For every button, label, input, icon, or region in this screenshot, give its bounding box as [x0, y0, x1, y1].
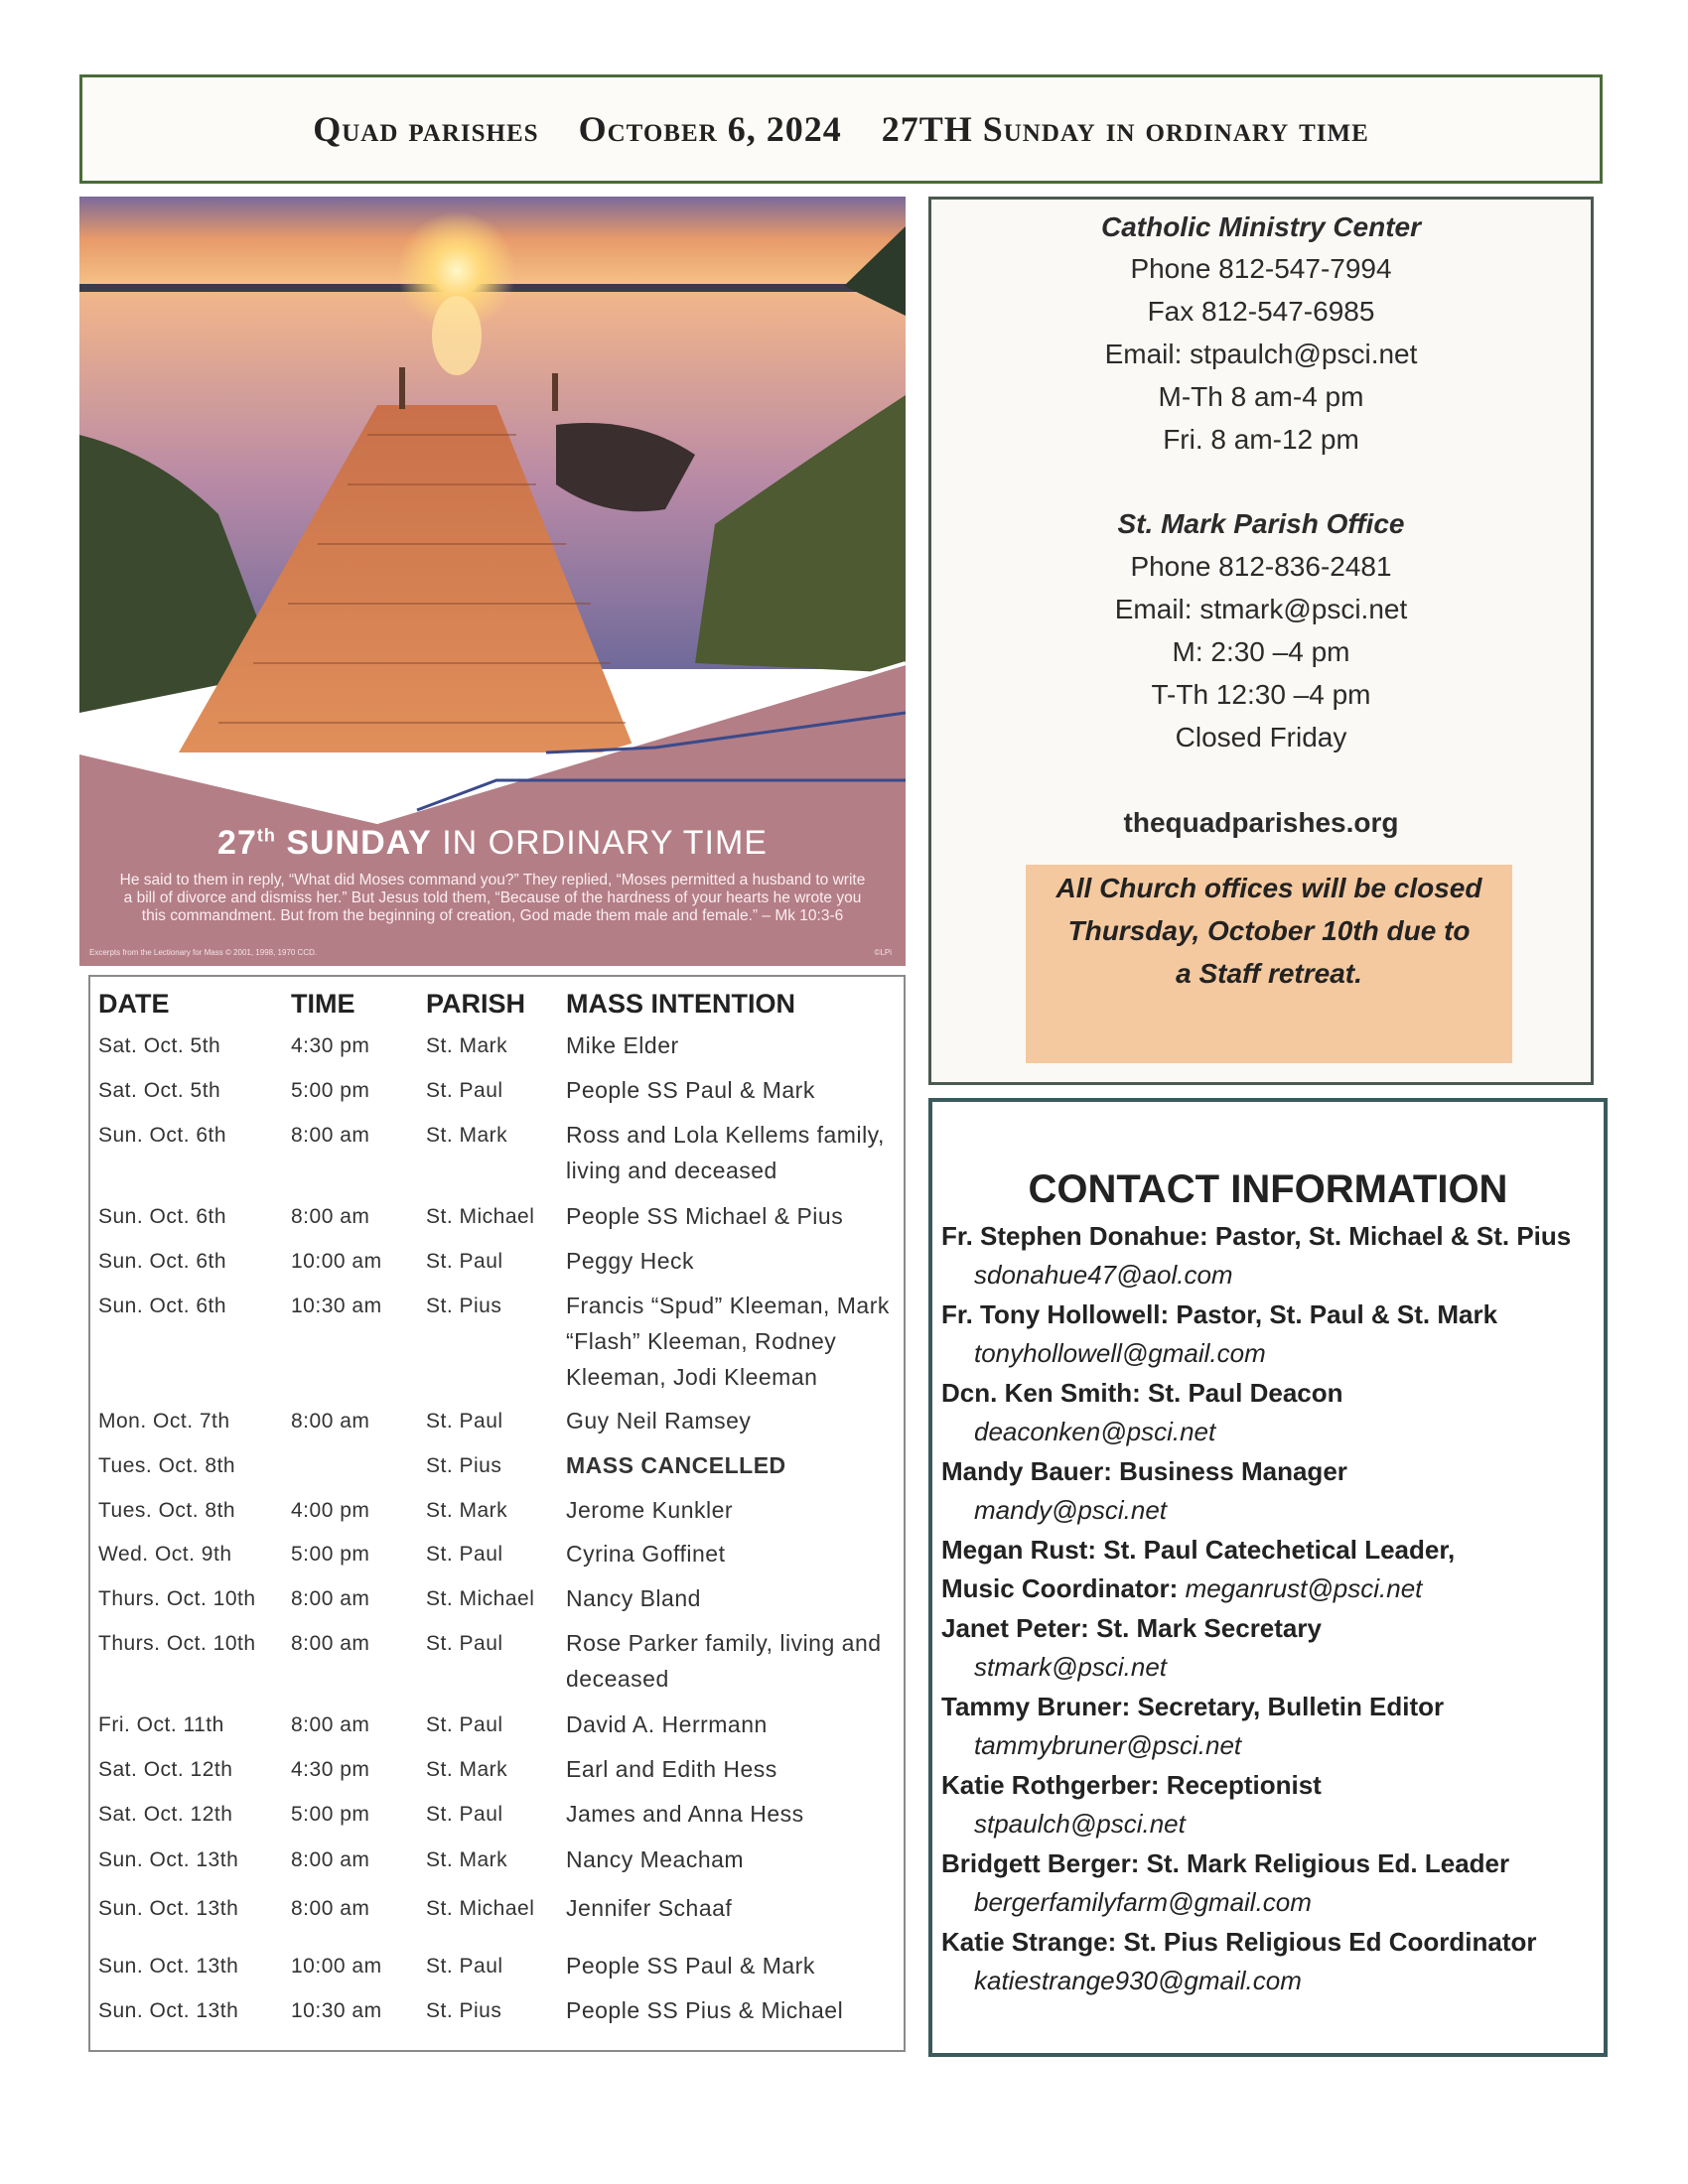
cell-date: Sun. Oct. 6th [98, 1205, 227, 1228]
cell-parish: St. Paul [426, 1713, 503, 1736]
cell-date: Sun. Oct. 6th [98, 1124, 227, 1147]
cell-intention: Rose Parker family, living and deceased [566, 1630, 882, 1692]
cell-intention: Guy Neil Ramsey [566, 1408, 752, 1433]
cmc-title: Catholic Ministry Center [1100, 211, 1422, 242]
contact-name: Janet Peter: St. Mark Secretary [941, 1613, 1322, 1643]
cell-parish: St. Paul [426, 1803, 503, 1826]
cell-date: Sat. Oct. 5th [98, 1034, 221, 1057]
cell-time: 5:00 pm [291, 1803, 370, 1826]
cell-time: 8:00 am [291, 1587, 370, 1610]
cmc-email[interactable]: Email: stpaulch@psci.net [1104, 339, 1418, 369]
cell-intention: People SS Paul & Mark [566, 1953, 815, 1979]
header-occasion: 27TH Sunday in ordinary time [881, 109, 1369, 149]
cell-parish: St. Mark [426, 1034, 508, 1057]
contact-name: Megan Rust: St. Paul Catechetical Leader, [941, 1535, 1456, 1565]
cell-intention: People SS Michael & Pius [566, 1203, 844, 1229]
cell-parish: St. Paul [426, 1632, 503, 1655]
cell-parish: St. Mark [426, 1758, 508, 1781]
sunday-poster [79, 197, 906, 966]
cell-intention: James and Anna Hess [566, 1801, 804, 1827]
cell-date: Sun. Oct. 13th [98, 1897, 239, 1920]
cell-time: 8:00 am [291, 1124, 370, 1147]
cell-parish: St. Mark [426, 1124, 508, 1147]
column-header-date: DATE [98, 989, 170, 1019]
poster-quote: He said to them in reply, “What did Moses command you?” They replied, “Moses permitted a husband to write a bill of divorce and dismiss her.” But Jesus told them, “Because of the hardness of your hearts he wrote you this commandment. But from the beginning of creation, God made them male and female.” – Mk 10:3-6 [119, 872, 866, 924]
poster-title: 27th SUNDAY IN ORDINARY TIME [217, 824, 768, 862]
contact-name: Bridgett Berger: St. Mark Religious Ed. Leader [941, 1848, 1510, 1878]
mass-intention-schedule [88, 975, 906, 2052]
office-closure-notice [1026, 865, 1512, 1063]
cell-date: Fri. Oct. 11th [98, 1713, 224, 1736]
cell-parish: St. Paul [426, 1410, 503, 1433]
contact-name: Tammy Bruner: Secretary, Bulletin Editor [941, 1692, 1445, 1721]
cell-parish: St. Paul [426, 1955, 503, 1978]
cell-time: 10:00 am [291, 1955, 382, 1978]
column-header-intention: MASS INTENTION [566, 989, 796, 1019]
st-mark-hours-m: M: 2:30 –4 pm [1172, 636, 1350, 667]
cell-parish: St. Mark [426, 1499, 508, 1522]
cell-time: 10:00 am [291, 1250, 382, 1273]
cell-intention: Peggy Heck [566, 1248, 695, 1274]
cell-intention: David A. Herrmann [566, 1711, 768, 1737]
cmc-fax: Fax 812-547-6985 [1147, 296, 1375, 327]
cell-time: 8:00 am [291, 1205, 370, 1228]
contact-name: Fr. Tony Hollowell: Pastor, St. Paul & St. Mark [941, 1299, 1498, 1329]
contact-title: CONTACT INFORMATION [1028, 1167, 1508, 1211]
header-parish: Quad parishes [313, 109, 539, 149]
cell-intention: Cyrina Goffinet [566, 1541, 726, 1567]
contact-email[interactable]: stpaulch@psci.net [974, 1809, 1186, 1839]
cell-date: Sat. Oct. 12th [98, 1758, 233, 1781]
cell-time: 8:00 am [291, 1897, 370, 1920]
cell-time: 5:00 pm [291, 1543, 370, 1566]
cell-date: Wed. Oct. 9th [98, 1543, 232, 1566]
notice-line-2: Thursday, October 10th due to [1067, 915, 1471, 946]
contact-email[interactable]: deaconken@psci.net [974, 1417, 1216, 1446]
contact-email[interactable]: bergerfamilyfarm@gmail.com [974, 1887, 1312, 1917]
header-date: October 6, 2024 [578, 109, 842, 149]
cell-intention: Jerome Kunkler [566, 1497, 734, 1523]
cell-time: 4:30 pm [291, 1758, 370, 1781]
column-header-time: TIME [291, 989, 355, 1019]
contact-email[interactable]: katiestrange930@gmail.com [974, 1966, 1302, 1995]
cell-parish: St. Pius [426, 1999, 502, 2022]
cmc-phone: Phone 812-547-7994 [1130, 253, 1392, 284]
cell-intention: Mike Elder [566, 1032, 679, 1058]
cell-parish: St. Mark [426, 1848, 508, 1871]
cell-date: Sun. Oct. 13th [98, 1848, 239, 1871]
cell-intention: Francis “Spud” Kleeman, Mark “Flash” Kleeman, Rodney Kleeman, Jodi Kleeman [566, 1293, 890, 1390]
cell-date: Tues. Oct. 8th [98, 1454, 236, 1477]
cell-parish: St. Michael [426, 1205, 535, 1228]
website-link[interactable]: thequadparishes.org [1123, 807, 1399, 838]
cell-intention: Earl and Edith Hess [566, 1756, 777, 1782]
cell-date: Mon. Oct. 7th [98, 1410, 230, 1433]
contact-email[interactable]: sdonahue47@aol.com [974, 1260, 1233, 1290]
notice-line-3: a Staff retreat. [1176, 958, 1362, 989]
cell-time: 8:00 am [291, 1848, 370, 1871]
cell-time: 5:00 pm [291, 1079, 370, 1102]
contact-email[interactable]: stmark@psci.net [974, 1652, 1167, 1682]
contact-name-line-2: Music Coordinator: meganrust@psci.net [941, 1573, 1423, 1603]
cell-parish: St. Pius [426, 1295, 502, 1317]
poster-copyright: ©LPi [874, 948, 892, 957]
cell-parish: St. Paul [426, 1079, 503, 1102]
cell-intention: Jennifer Schaaf [566, 1895, 733, 1921]
cell-date: Sun. Oct. 13th [98, 1955, 239, 1978]
poster-credit: Excerpts from the Lectionary for Mass © 2001, 1998, 1970 CCD. [89, 948, 318, 957]
cmc-hours-fri: Fri. 8 am-12 pm [1163, 424, 1359, 455]
contact-name: Fr. Stephen Donahue: Pastor, St. Michael & St. Pius [941, 1221, 1572, 1251]
cell-parish: St. Michael [426, 1587, 535, 1610]
column-header-parish: PARISH [426, 989, 526, 1019]
contact-name: Mandy Bauer: Business Manager [941, 1456, 1347, 1486]
notice-line-1: All Church offices will be closed [1055, 873, 1482, 903]
st-mark-title: St. Mark Parish Office [1117, 508, 1405, 539]
cell-time: 10:30 am [291, 1295, 382, 1317]
contact-name: Katie Rothgerber: Receptionist [941, 1770, 1322, 1800]
contact-name: Katie Strange: St. Pius Religious Ed Coordinator [941, 1927, 1537, 1957]
cell-time: 8:00 am [291, 1713, 370, 1736]
cell-intention: Nancy Meacham [566, 1846, 745, 1872]
cell-time: 4:30 pm [291, 1034, 370, 1057]
st-mark-hours-tth: T-Th 12:30 –4 pm [1151, 679, 1371, 710]
cmc-hours-mth: M-Th 8 am-4 pm [1158, 381, 1364, 412]
cell-date: Sun. Oct. 13th [98, 1999, 239, 2022]
cell-date: Tues. Oct. 8th [98, 1499, 236, 1522]
st-mark-phone: Phone 812-836-2481 [1130, 551, 1392, 582]
cell-intention: MASS CANCELLED [566, 1452, 786, 1478]
cell-date: Sun. Oct. 6th [98, 1295, 227, 1317]
cell-intention: People SS Pius & Michael [566, 1997, 844, 2023]
cell-date: Thurs. Oct. 10th [98, 1632, 256, 1655]
cell-date: Sat. Oct. 5th [98, 1079, 221, 1102]
contact-email[interactable]: mandy@psci.net [974, 1495, 1168, 1525]
cell-date: Thurs. Oct. 10th [98, 1587, 256, 1610]
cell-time: 8:00 am [291, 1632, 370, 1655]
office-info-box [928, 197, 1594, 1085]
cell-intention: People SS Paul & Mark [566, 1077, 815, 1103]
cell-intention: Ross and Lola Kellems family, living and deceased [566, 1122, 885, 1183]
cell-parish: St. Pius [426, 1454, 502, 1477]
cell-time: 10:30 am [291, 1999, 382, 2022]
cell-parish: St. Paul [426, 1543, 503, 1566]
contact-email[interactable]: meganrust@psci.net [1185, 1573, 1423, 1603]
cell-parish: St. Paul [426, 1250, 503, 1273]
st-mark-email[interactable]: Email: stmark@psci.net [1114, 594, 1408, 624]
bulletin-header [79, 74, 1603, 184]
cell-time: 4:00 pm [291, 1499, 370, 1522]
contact-information-box [928, 1098, 1608, 2057]
contact-email[interactable]: tammybruner@psci.net [974, 1730, 1242, 1760]
cell-date: Sun. Oct. 6th [98, 1250, 227, 1273]
cell-date: Sat. Oct. 12th [98, 1803, 233, 1826]
cell-time: 8:00 am [291, 1410, 370, 1433]
contact-name: Dcn. Ken Smith: St. Paul Deacon [941, 1378, 1343, 1408]
st-mark-closed: Closed Friday [1175, 722, 1347, 752]
cell-parish: St. Michael [426, 1897, 535, 1920]
contact-email[interactable]: tonyhollowell@gmail.com [974, 1338, 1266, 1368]
cell-intention: Nancy Bland [566, 1585, 701, 1611]
